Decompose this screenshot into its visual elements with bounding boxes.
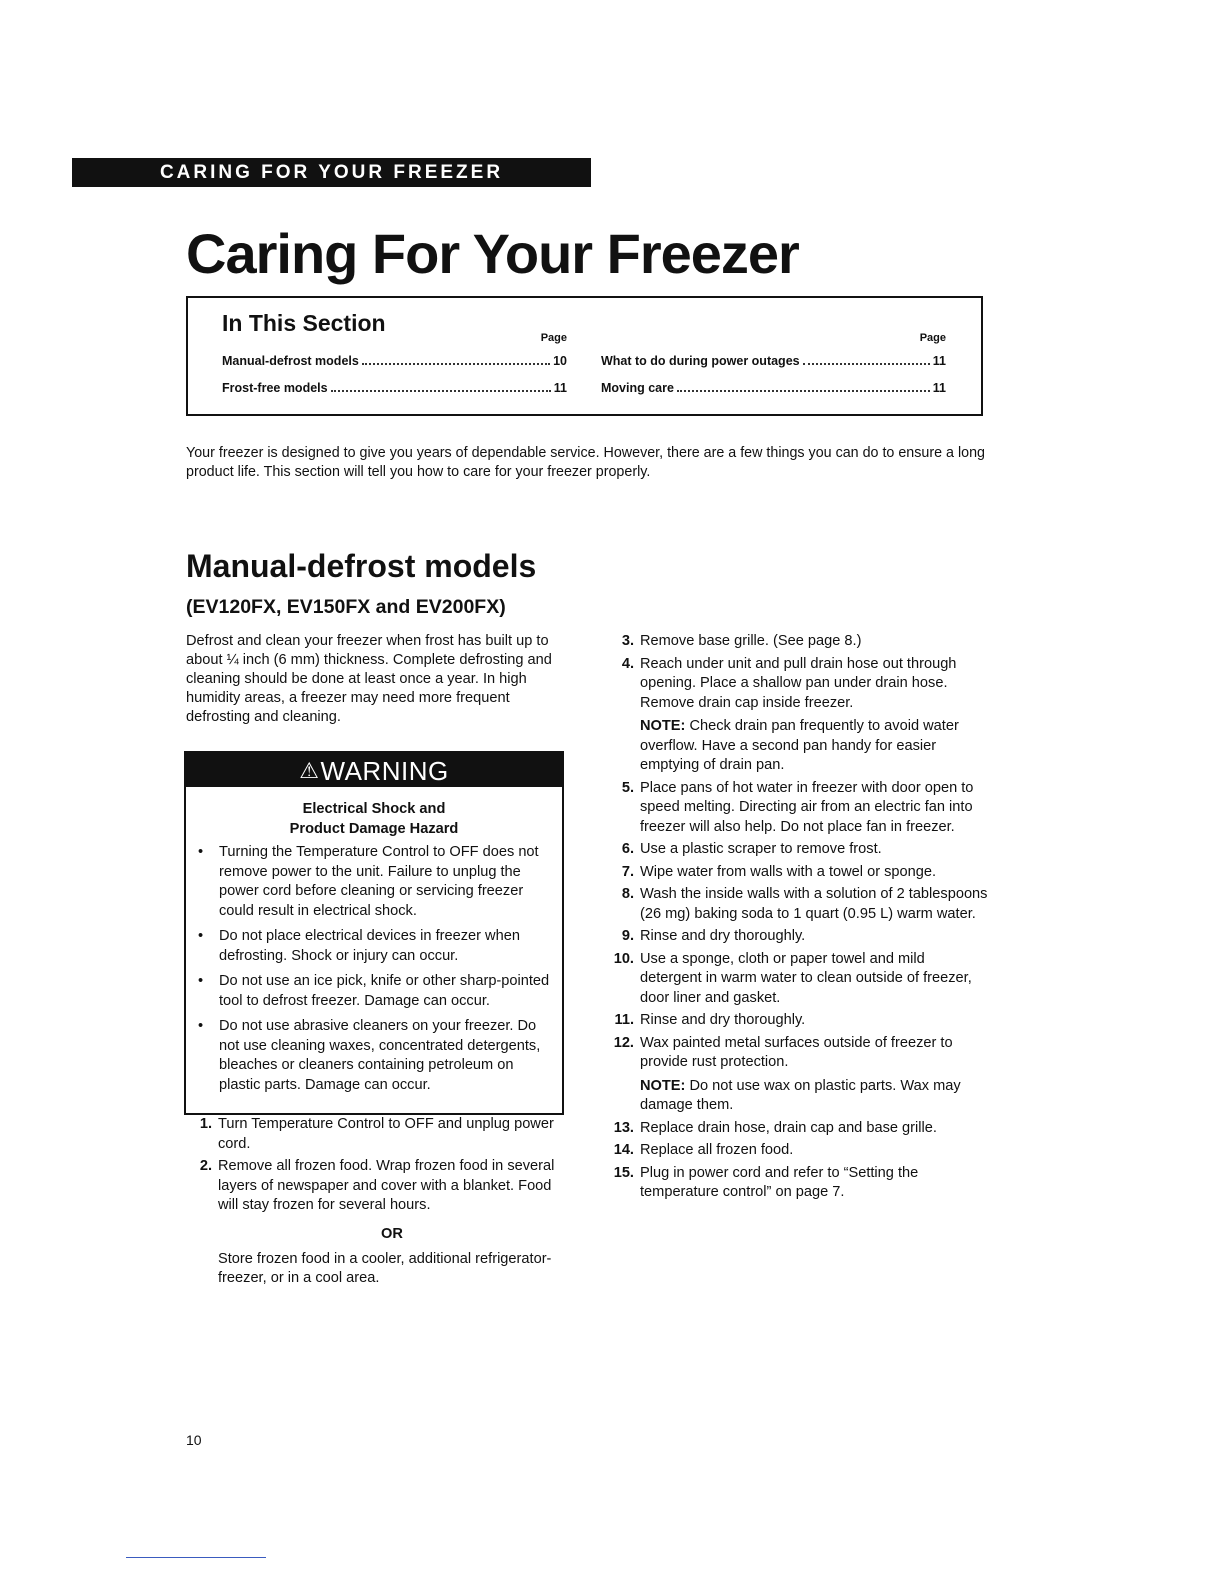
step-number: 1. — [199, 1116, 212, 1132]
warning-item-text: Turning the Temperature Control to OFF does not remove power to the unit. Failure to unplug the power cord before cleaning or servicing freezer could result in electrical shock. — [219, 844, 539, 919]
warning-header — [186, 753, 562, 787]
toc-column-right — [601, 332, 946, 400]
bullet-icon: • — [198, 844, 204, 860]
step-number: 11. — [614, 1012, 634, 1028]
toc-entry-label: Manual-defrost models — [222, 354, 359, 368]
toc-entry-label: What to do during power outages — [601, 354, 800, 368]
step-text: Reach under unit and pull drain hose out through opening. Place a shallow pan under drain hose. Remove drain cap inside freezer. — [640, 655, 957, 711]
warning-item — [198, 843, 554, 921]
warning-title-line: Product Damage Hazard — [289, 821, 459, 837]
step-item — [608, 655, 988, 776]
step-number: 4. — [621, 655, 634, 672]
toc-leader-dots — [803, 346, 930, 365]
steps-list-right — [608, 632, 988, 1203]
toc-entry-label: Moving care — [601, 381, 674, 395]
step-item — [608, 1141, 988, 1161]
step-text: Turn Temperature Control to OFF and unplug power cord. — [218, 1116, 554, 1152]
step-number: 2. — [199, 1158, 212, 1174]
section-heading: Manual-defrost models — [186, 548, 537, 584]
intro-paragraph: Your freezer is designed to give you years of dependable service. However, there are a few things you can do to ensure a long product life. This section will tell you how to care for your freezer properly. — [186, 445, 985, 480]
toc-entry-label: Frost-free models — [222, 381, 328, 395]
note-text: Do not use wax on plastic parts. Wax may damage them. — [640, 1077, 961, 1113]
step-text: Replace drain hose, drain cap and base grille. — [640, 1119, 937, 1136]
or-alternative-text: Store frozen food in a cooler, additional refrigerator-freezer, or in a cool area. — [218, 1250, 552, 1286]
step-number: 8. — [621, 886, 634, 902]
step-number: 3. — [621, 633, 634, 649]
toc-entry[interactable] — [601, 373, 946, 400]
warning-box — [184, 751, 564, 1115]
toc-leader-dots — [362, 346, 550, 365]
step-item — [186, 1115, 566, 1154]
page-title: Caring For Your Freezer — [186, 222, 799, 285]
bullet-icon: • — [198, 973, 204, 989]
toc-heading: In This Section — [222, 310, 386, 336]
toc-entry-page: 11 — [932, 354, 946, 368]
note-label: NOTE: — [640, 1077, 686, 1094]
or-separator: OR — [381, 1225, 403, 1242]
section-banner: CARING FOR YOUR FREEZER — [72, 158, 591, 187]
step-item — [608, 1034, 988, 1116]
right-column — [608, 632, 988, 1206]
warning-title-line: Electrical Shock and — [302, 801, 446, 817]
step-text: Use a sponge, cloth or paper towel and mild detergent in warm water to clean outside of freezer, door liner and gasket. — [640, 950, 972, 1006]
toc-entry[interactable] — [222, 373, 567, 400]
toc-leader-dots — [331, 373, 551, 392]
step-number: 10. — [613, 950, 634, 967]
step-item — [608, 1164, 988, 1203]
toc-column-left — [222, 332, 567, 400]
warning-triangle-icon: ⚠ — [299, 758, 320, 783]
warning-title — [186, 799, 562, 839]
note-label: NOTE: — [640, 718, 686, 734]
step-text: Remove base grille. (See page 8.) — [640, 633, 862, 649]
step-item — [608, 779, 988, 838]
toc-page-label: Page — [540, 332, 567, 344]
toc-entry-page: 10 — [553, 354, 567, 368]
bullet-icon: • — [198, 1018, 204, 1034]
step-note — [640, 1077, 988, 1116]
step-number: 9. — [621, 928, 634, 944]
step-item — [186, 1157, 566, 1216]
toc-entry-page: 11 — [932, 381, 946, 395]
step-text: Rinse and dry thoroughly. — [640, 1012, 806, 1028]
step-item — [608, 885, 988, 924]
step-item — [608, 1119, 988, 1139]
toc-entry-page: 11 — [553, 381, 567, 395]
step-number: 6. — [621, 841, 634, 857]
warning-item — [198, 972, 554, 1011]
warning-item-text: Do not place electrical devices in freezer when defrosting. Shock or injury can occur. — [219, 928, 520, 964]
warning-item-text: Do not use abrasive cleaners on your freezer. Do not use cleaning waxes, concentrated detergents, bleaches or cleaners containing petroleum on plastic parts. Damage can occur. — [219, 1018, 541, 1093]
step-text: Replace all frozen food. — [640, 1142, 794, 1158]
step-item — [608, 950, 988, 1009]
step-item — [608, 863, 988, 883]
left-column — [186, 632, 566, 1288]
step-item — [608, 1011, 988, 1031]
step-number: 5. — [621, 779, 634, 796]
warning-label: WARNING — [320, 756, 449, 786]
toc-leader-dots — [677, 373, 930, 392]
in-this-section-box — [186, 296, 983, 416]
section-subheading: (EV120FX, EV150FX and EV200FX) — [186, 596, 506, 618]
bullet-icon: • — [198, 928, 204, 944]
step-text: Plug in power cord and refer to “Setting the temperature control” on page 7. — [640, 1164, 919, 1200]
warning-item-text: Do not use an ice pick, knife or other sharp-pointed tool to defrost freezer. Damage can occur. — [219, 973, 550, 1009]
warning-list — [186, 843, 562, 1095]
toc-entry[interactable] — [222, 346, 567, 373]
step-item — [608, 632, 988, 652]
lead-paragraph: Defrost and clean your freezer when frost has built up to about ¼ inch (6 mm) thickness. Complete defrosting and cleaning should be done at least once a year. In high humidity areas, a freezer may need more frequent defrosting and cleaning. — [186, 633, 552, 725]
note-text: Check drain pan frequently to avoid water overflow. Have a second pan handy for easier emptying of drain pan. — [640, 718, 959, 773]
step-number: 14. — [613, 1142, 634, 1158]
toc-entry[interactable] — [601, 346, 946, 373]
warning-item — [198, 1017, 554, 1095]
step-text: Place pans of hot water in freezer with door open to speed melting. Directing air from an electric fan into freezer will also help. Do not place fan in freezer. — [640, 779, 974, 835]
step-item — [608, 840, 988, 860]
step-text: Wax painted metal surfaces outside of freezer to provide rust protection. — [640, 1034, 953, 1070]
step-item — [608, 927, 988, 947]
toc-page-label: Page — [919, 332, 946, 344]
step-text: Remove all frozen food. Wrap frozen food in several layers of newspaper and cover with a blanket. Food will stay frozen for several hours. — [218, 1158, 555, 1213]
warning-item — [198, 927, 554, 966]
footer-rule — [126, 1557, 266, 1558]
step-text: Use a plastic scraper to remove frost. — [640, 841, 882, 857]
step-number: 15. — [613, 1164, 634, 1181]
step-note — [640, 717, 988, 776]
step-text: Wipe water from walls with a towel or sponge. — [640, 863, 937, 880]
step-number: 12. — [613, 1034, 634, 1051]
steps-list-left — [186, 1115, 566, 1216]
step-number: 7. — [621, 863, 634, 880]
step-number: 13. — [613, 1119, 634, 1136]
page-number: 10 — [186, 1432, 202, 1448]
step-text: Wash the inside walls with a solution of 2 tablespoons (26 mg) baking soda to 1 quart (0.95 L) warm water. — [640, 886, 988, 922]
step-text: Rinse and dry thoroughly. — [640, 928, 806, 944]
